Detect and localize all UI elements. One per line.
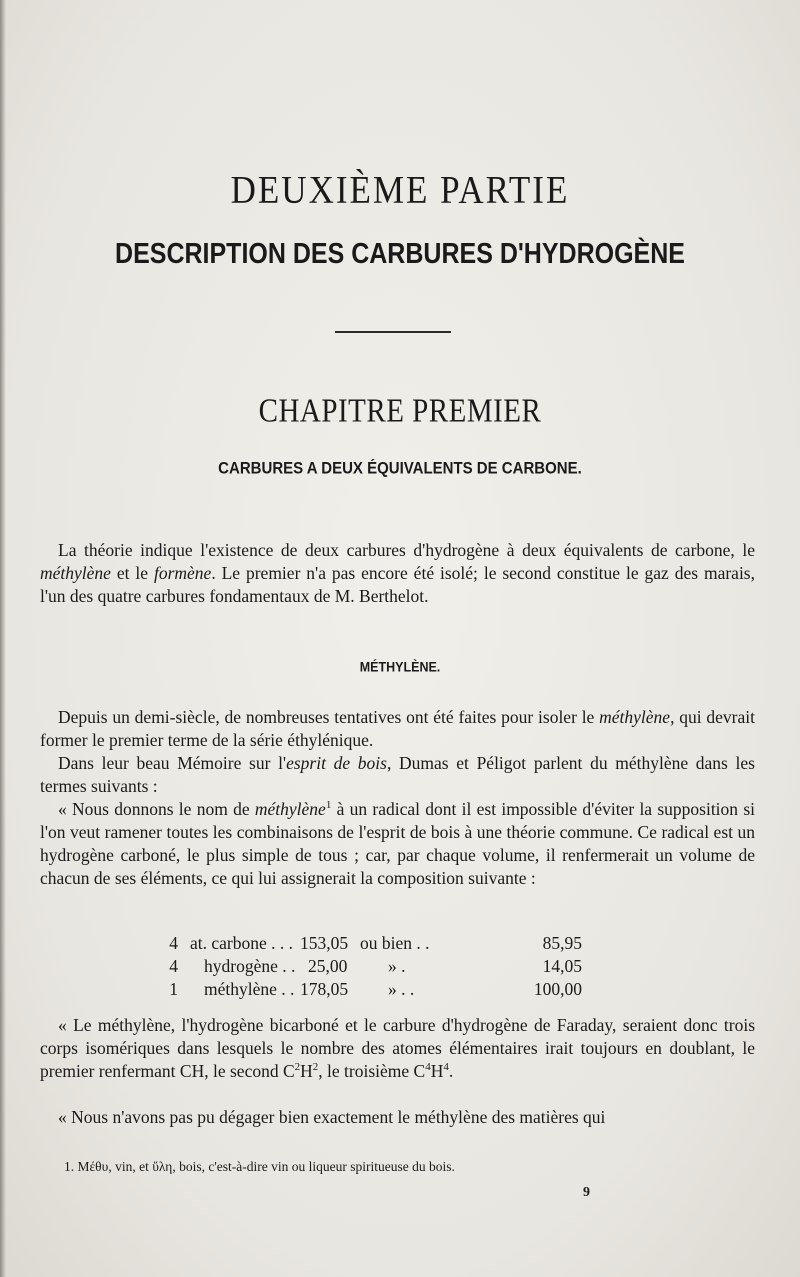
row-percent: 100,00 <box>533 979 582 999</box>
section-heading: MÉTHYLÈNE. <box>359 659 441 675</box>
row-value: 153,05 <box>300 933 349 953</box>
title-divider <box>335 331 451 333</box>
part-subtitle: DESCRIPTION DES CARBURES D'HYDROGÈNE <box>115 237 685 271</box>
row-alt: » . . <box>388 979 415 999</box>
paragraph-quotation: « Nous donnons le nom de méthylène$^1$ à un radical dont il est impossible d'éviter la supposition si l'on veut ramener toutes les combinaisons de l'esprit de bois à une théorie commune. Ce radical est un hydrogène carboné, le plus simple de tous ; car, par chaque volume, il renfermerait un volume de chacun de ses éléments, ce qui lui assignerait la composition suivante : <box>40 799 755 888</box>
table-row <box>160 978 600 1001</box>
intro-paragraph: La théorie indique l'existence de deux carbures d'hydrogène à deux équivalents de carbone, le méthylène et le formène. Le premier n'a pas encore été isolé; le second constitue le gaz des marais, l'un des quatre carbures fondamentaux de M. Berthelot. <box>40 540 755 606</box>
chapter-subtitle: CARBURES A DEUX ÉQUIVALENTS DE CARBONE. <box>218 459 582 478</box>
row-name: at. carbone . . . <box>190 933 294 953</box>
row-alt: » . <box>388 956 406 976</box>
page-number: 9 <box>583 1185 590 1200</box>
paragraph-dumas-peligot: Dans leur beau Mémoire sur l'esprit de bois, Dumas et Péligot parlent du méthylène dans les termes suivants : <box>40 753 755 796</box>
footnote-marker: 1 <box>325 799 332 812</box>
row-name: hydrogène . . <box>204 956 296 976</box>
table-row <box>160 955 600 978</box>
row-percent: 85,95 <box>542 933 582 953</box>
part-title: DEUXIÈME PARTIE <box>230 167 570 212</box>
paragraph-isomers: « Le méthylène, l'hydrogène bicarboné et le carbure d'hydrogène de Faraday, seraient donc trois corps isomériques dans lesquels le nombre des atomes élémentaires irait toujours en doublant, le premier renfermant CH, le second $C^2H^2$, le troisième $C^4H^4$. <box>40 1015 755 1081</box>
row-alt: ou bien . . <box>360 933 430 953</box>
row-quantity: 4 <box>169 933 178 953</box>
paragraph-history: Depuis un demi-siècle, de nombreuses tentatives ont été faites pour isoler le méthylène, qui devrait former le premier terme de la série éthylénique. <box>40 707 756 750</box>
row-name: méthylène . . <box>204 979 295 999</box>
paragraph-continues: « Nous n'avons pas pu dégager bien exactement le méthylène des matières qui <box>58 1107 606 1127</box>
chapter-title: CHAPITRE PREMIER <box>258 392 542 430</box>
footnote: 1. Μέθυ, vin, et ὕλη, bois, c'est-à-dire vin ou liqueur spiritueuse du bois. <box>64 1159 455 1174</box>
row-value: 178,05 <box>300 979 349 999</box>
row-quantity: 4 <box>169 956 178 976</box>
row-percent: 14,05 <box>542 956 582 976</box>
composition-table <box>160 932 600 1001</box>
row-value: 25,00 <box>308 956 348 976</box>
table-row <box>160 932 600 955</box>
row-quantity: 1 <box>169 979 178 999</box>
